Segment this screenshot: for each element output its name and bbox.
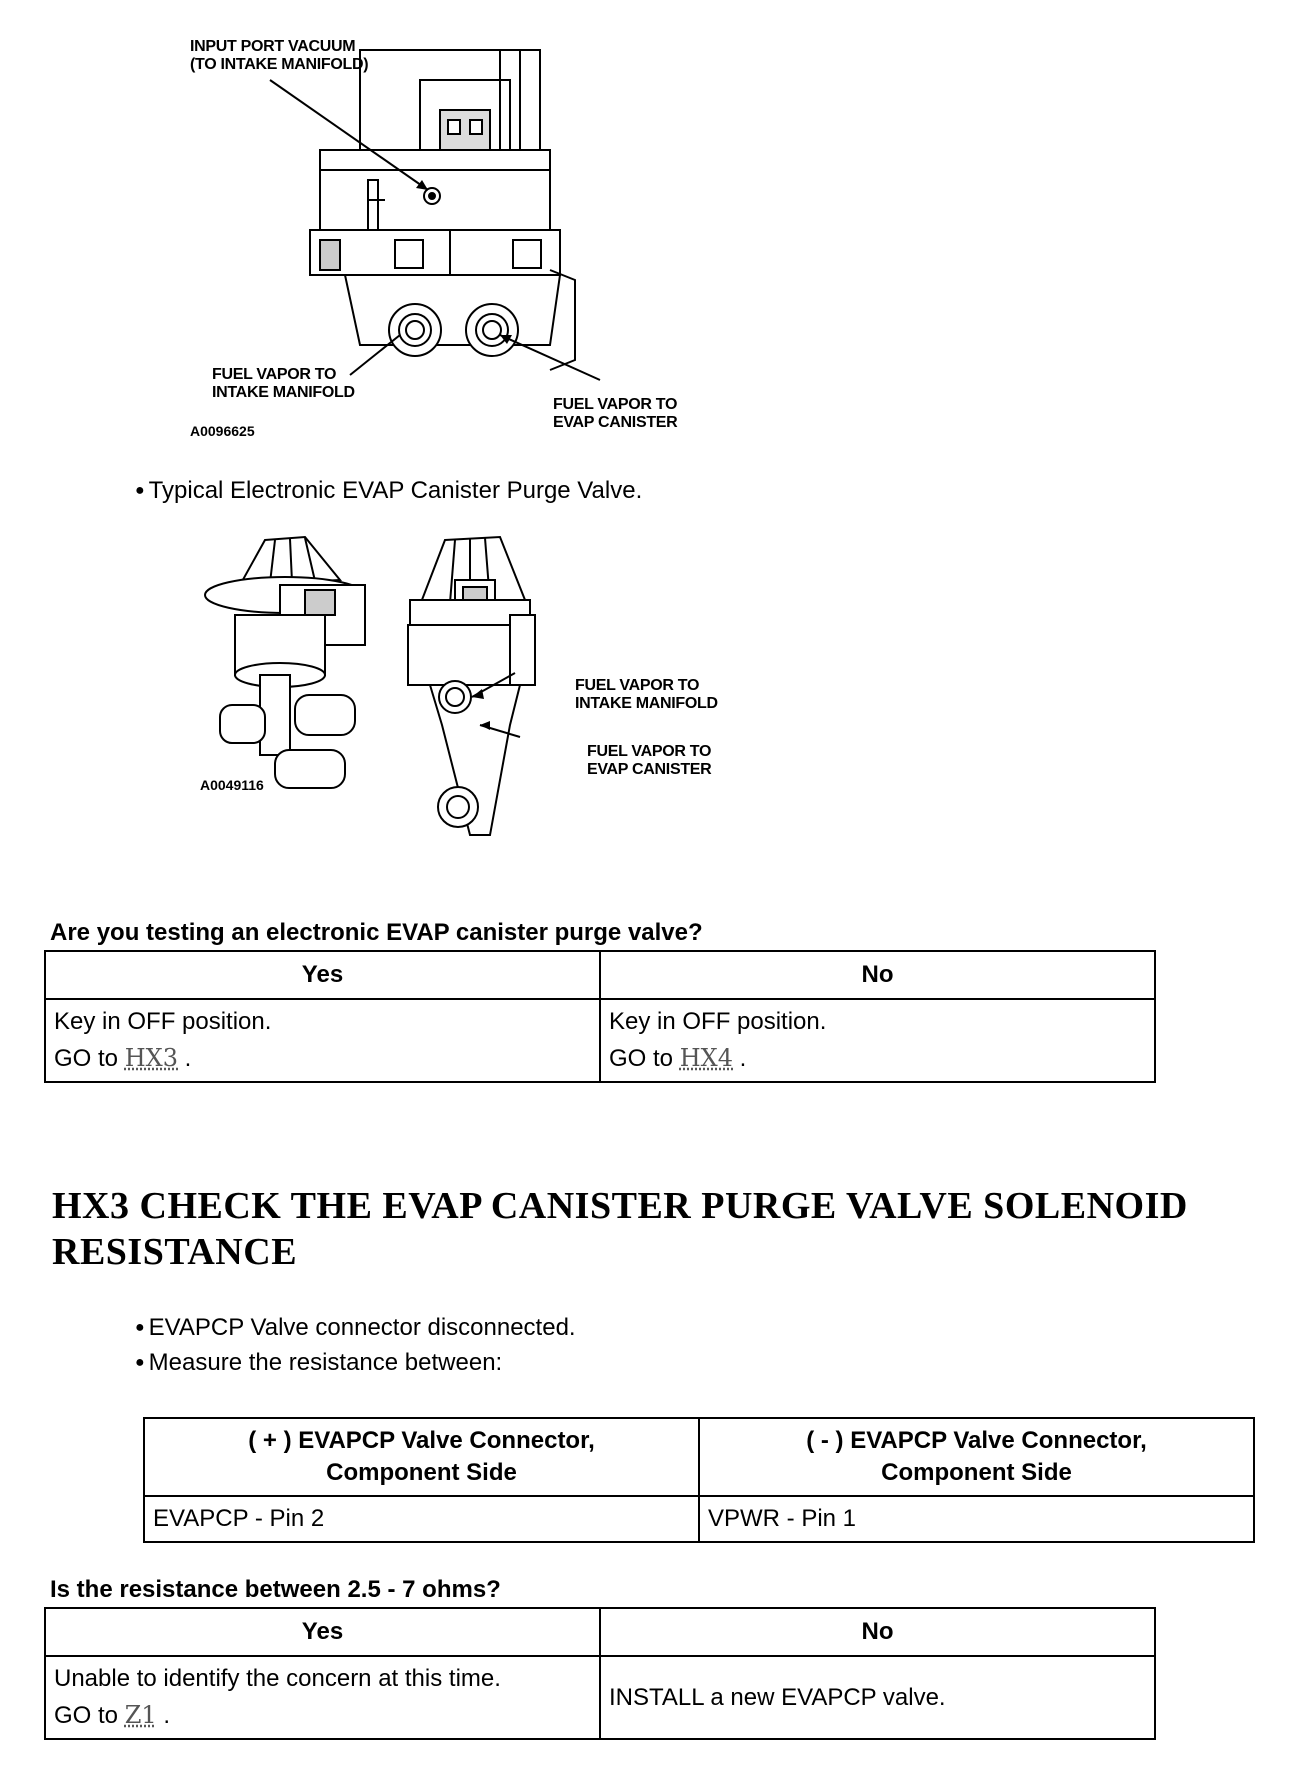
label-fuel-vapor-intake-2: FUEL VAPOR TO INTAKE MANIFOLD	[575, 677, 718, 712]
link-z1[interactable]: Z1	[124, 1701, 157, 1729]
no-header: No	[600, 951, 1155, 999]
label-fuel-vapor-intake: FUEL VAPOR TO INTAKE MANIFOLD	[212, 366, 355, 401]
figure-id-2: A0049116	[200, 777, 264, 793]
table-header-row	[45, 1608, 1155, 1656]
section-title: HX3 CHECK THE EVAP CANISTER PURGE VALVE SOLENOID RESISTANCE	[52, 1185, 1188, 1273]
goto-suffix: .	[163, 1702, 170, 1729]
decision-table-2	[44, 1607, 1156, 1740]
label-fuel-vapor-canister-2: FUEL VAPOR TO EVAP CANISTER	[587, 743, 712, 778]
link-hx4[interactable]: HX4	[679, 1044, 733, 1072]
step-text: EVAPCP Valve connector disconnected.	[148, 1314, 576, 1341]
positive-terminal-value: EVAPCP - Pin 2	[144, 1496, 699, 1542]
yes-header: Yes	[45, 951, 600, 999]
question-1: Are you testing an electronic EVAP canister purge valve?	[50, 919, 703, 946]
bullet-icon: ●	[135, 482, 145, 499]
decision-table-1	[44, 950, 1156, 1083]
question-2: Is the resistance between 2.5 - 7 ohms?	[50, 1576, 501, 1603]
figure-2	[180, 525, 820, 885]
table-row	[45, 1656, 1155, 1739]
table-header-row	[45, 951, 1155, 999]
table-row	[45, 999, 1155, 1082]
purge-valve-diagram-2	[180, 525, 820, 885]
positive-terminal-header	[144, 1418, 699, 1496]
table-row	[144, 1496, 1254, 1542]
yes-text: Key in OFF position.	[54, 1008, 272, 1035]
link-hx3[interactable]: HX3	[124, 1044, 178, 1072]
goto-prefix: GO to	[54, 1702, 119, 1729]
measurement-table	[143, 1417, 1255, 1543]
yes-text: Unable to identify the concern at this time.	[54, 1665, 501, 1692]
caption-text: Typical Electronic EVAP Canister Purge Valve.	[148, 477, 643, 504]
step-item	[135, 1348, 502, 1378]
figure-1	[180, 30, 740, 450]
bullet-icon: ●	[135, 1319, 145, 1336]
header-line: ( + ) EVAPCP Valve Connector,	[248, 1427, 595, 1454]
goto-suffix: .	[739, 1045, 747, 1072]
label-input-port-vacuum: INPUT PORT VACUUM (TO INTAKE MANIFOLD)	[190, 38, 369, 73]
negative-terminal-value: VPWR - Pin 1	[699, 1496, 1254, 1542]
yes-cell	[45, 1656, 600, 1739]
header-line: Component Side	[326, 1459, 517, 1486]
step-text: Measure the resistance between:	[148, 1349, 503, 1376]
figure-id: A0096625	[190, 423, 255, 439]
no-cell: INSTALL a new EVAPCP valve.	[600, 1656, 1155, 1739]
figure-caption	[135, 476, 642, 506]
no-cell	[600, 999, 1155, 1082]
header-line: Component Side	[881, 1459, 1072, 1486]
label-fuel-vapor-canister: FUEL VAPOR TO EVAP CANISTER	[553, 396, 678, 431]
yes-cell	[45, 999, 600, 1082]
no-header: No	[600, 1608, 1155, 1656]
bullet-icon: ●	[135, 1354, 145, 1371]
negative-terminal-header	[699, 1418, 1254, 1496]
goto-suffix: .	[184, 1045, 192, 1072]
goto-prefix: GO to	[609, 1045, 674, 1072]
no-text: Key in OFF position.	[609, 1008, 827, 1035]
step-item	[135, 1313, 576, 1343]
header-line: ( - ) EVAPCP Valve Connector,	[806, 1427, 1147, 1454]
table-header-row	[144, 1418, 1254, 1496]
yes-header: Yes	[45, 1608, 600, 1656]
goto-prefix: GO to	[54, 1045, 119, 1072]
